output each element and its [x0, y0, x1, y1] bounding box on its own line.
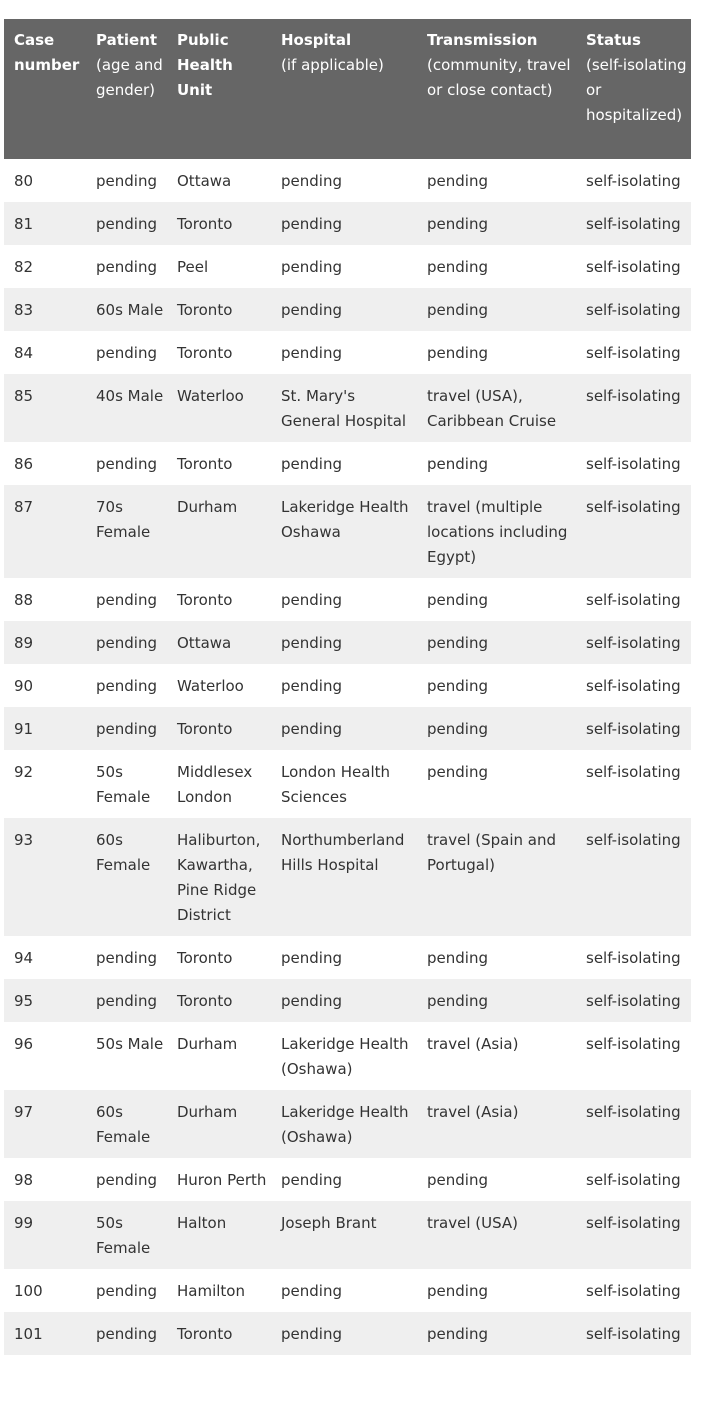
transmission-cell: pending	[417, 707, 576, 750]
case-number-cell: 89	[4, 621, 86, 664]
header-title: Patient	[96, 31, 158, 49]
case-number-cell: 93	[4, 818, 86, 936]
status-cell: self-isolating	[576, 485, 691, 578]
status-cell: self-isolating	[576, 374, 691, 442]
health-unit-cell: Durham	[167, 1022, 271, 1090]
hospital-cell: pending	[271, 331, 417, 374]
status-cell: self-isolating	[576, 442, 691, 485]
case-number-cell: 81	[4, 202, 86, 245]
hospital-cell: Lakeridge Health (Oshawa)	[271, 1090, 417, 1158]
header-title: Public Health Unit	[177, 31, 233, 99]
health-unit-cell: Toronto	[167, 288, 271, 331]
hospital-cell: pending	[271, 707, 417, 750]
health-unit-cell: Ottawa	[167, 159, 271, 202]
health-unit-cell: Durham	[167, 485, 271, 578]
transmission-cell: pending	[417, 750, 576, 818]
hospital-cell: pending	[271, 202, 417, 245]
case-number-cell: 83	[4, 288, 86, 331]
table-row	[4, 1022, 691, 1090]
health-unit-cell: Haliburton, Kawartha, Pine Ridge District	[167, 818, 271, 936]
header-subtitle: (community, travel or close contact)	[427, 56, 571, 99]
table-row	[4, 707, 691, 750]
case-number-cell: 100	[4, 1269, 86, 1312]
case-number-cell: 88	[4, 578, 86, 621]
status-cell: self-isolating	[576, 578, 691, 621]
transmission-cell: pending	[417, 288, 576, 331]
patient-cell: pending	[86, 936, 167, 979]
header-status	[576, 19, 691, 159]
case-number-cell: 87	[4, 485, 86, 578]
table-row	[4, 979, 691, 1022]
health-unit-cell: Middlesex London	[167, 750, 271, 818]
table-row	[4, 818, 691, 936]
health-unit-cell: Toronto	[167, 936, 271, 979]
hospital-cell: London Health Sciences	[271, 750, 417, 818]
health-unit-cell: Peel	[167, 245, 271, 288]
table-row	[4, 159, 691, 202]
transmission-cell: travel (multiple locations including Egypt)	[417, 485, 576, 578]
table-row	[4, 374, 691, 442]
header-title: Hospital	[281, 31, 352, 49]
health-unit-cell: Hamilton	[167, 1269, 271, 1312]
case-number-cell: 84	[4, 331, 86, 374]
case-number-cell: 80	[4, 159, 86, 202]
header-title: Status	[586, 31, 641, 49]
patient-cell: pending	[86, 664, 167, 707]
case-number-cell: 85	[4, 374, 86, 442]
patient-cell: 50s Female	[86, 1201, 167, 1269]
patient-cell: pending	[86, 1158, 167, 1201]
patient-cell: pending	[86, 1312, 167, 1355]
status-cell: self-isolating	[576, 664, 691, 707]
case-number-cell: 90	[4, 664, 86, 707]
patient-cell: pending	[86, 621, 167, 664]
table-body	[4, 159, 691, 1355]
transmission-cell: pending	[417, 1269, 576, 1312]
header-title: Transmission	[427, 31, 538, 49]
status-cell: self-isolating	[576, 202, 691, 245]
table-row	[4, 1090, 691, 1158]
transmission-cell: travel (USA)	[417, 1201, 576, 1269]
table-row	[4, 621, 691, 664]
status-cell: self-isolating	[576, 1312, 691, 1355]
table-row	[4, 1158, 691, 1201]
status-cell: self-isolating	[576, 245, 691, 288]
patient-cell: 50s Male	[86, 1022, 167, 1090]
table-row	[4, 578, 691, 621]
health-unit-cell: Toronto	[167, 442, 271, 485]
hospital-cell: pending	[271, 1312, 417, 1355]
status-cell: self-isolating	[576, 1022, 691, 1090]
transmission-cell: pending	[417, 578, 576, 621]
header-subtitle: (if applicable)	[281, 56, 384, 74]
table-row	[4, 442, 691, 485]
table-row	[4, 245, 691, 288]
header-subtitle: (age and gender)	[96, 56, 163, 99]
patient-cell: pending	[86, 442, 167, 485]
transmission-cell: travel (Asia)	[417, 1022, 576, 1090]
case-number-cell: 82	[4, 245, 86, 288]
status-cell: self-isolating	[576, 288, 691, 331]
status-cell: self-isolating	[576, 818, 691, 936]
hospital-cell: St. Mary's General Hospital	[271, 374, 417, 442]
case-number-cell: 91	[4, 707, 86, 750]
transmission-cell: pending	[417, 331, 576, 374]
transmission-cell: pending	[417, 442, 576, 485]
transmission-cell: pending	[417, 664, 576, 707]
case-number-cell: 95	[4, 979, 86, 1022]
health-unit-cell: Waterloo	[167, 374, 271, 442]
health-unit-cell: Toronto	[167, 578, 271, 621]
hospital-cell: pending	[271, 442, 417, 485]
patient-cell: 40s Male	[86, 374, 167, 442]
patient-cell: pending	[86, 202, 167, 245]
hospital-cell: pending	[271, 621, 417, 664]
table-row	[4, 331, 691, 374]
table-row	[4, 664, 691, 707]
patient-cell: pending	[86, 245, 167, 288]
hospital-cell: pending	[271, 578, 417, 621]
transmission-cell: pending	[417, 245, 576, 288]
patient-cell: pending	[86, 159, 167, 202]
hospital-cell: pending	[271, 979, 417, 1022]
patient-cell: 60s Male	[86, 288, 167, 331]
transmission-cell: pending	[417, 979, 576, 1022]
status-cell: self-isolating	[576, 750, 691, 818]
status-cell: self-isolating	[576, 621, 691, 664]
health-unit-cell: Toronto	[167, 979, 271, 1022]
health-unit-cell: Durham	[167, 1090, 271, 1158]
status-cell: self-isolating	[576, 159, 691, 202]
case-number-cell: 92	[4, 750, 86, 818]
header-hospital	[271, 19, 417, 159]
hospital-cell: pending	[271, 664, 417, 707]
hospital-cell: pending	[271, 1269, 417, 1312]
case-number-cell: 98	[4, 1158, 86, 1201]
table-header	[4, 19, 691, 159]
patient-cell: 50s Female	[86, 750, 167, 818]
hospital-cell: pending	[271, 1158, 417, 1201]
status-cell: self-isolating	[576, 331, 691, 374]
header-public-health-unit	[167, 19, 271, 159]
health-unit-cell: Waterloo	[167, 664, 271, 707]
status-cell: self-isolating	[576, 1090, 691, 1158]
health-unit-cell: Toronto	[167, 1312, 271, 1355]
patient-cell: pending	[86, 1269, 167, 1312]
patient-cell: 60s Female	[86, 1090, 167, 1158]
case-number-cell: 97	[4, 1090, 86, 1158]
transmission-cell: travel (Asia)	[417, 1090, 576, 1158]
hospital-cell: Lakeridge Health (Oshawa)	[271, 1022, 417, 1090]
patient-cell: pending	[86, 578, 167, 621]
status-cell: self-isolating	[576, 936, 691, 979]
transmission-cell: pending	[417, 202, 576, 245]
status-cell: self-isolating	[576, 979, 691, 1022]
transmission-cell: pending	[417, 1312, 576, 1355]
status-cell: self-isolating	[576, 1201, 691, 1269]
transmission-cell: travel (USA), Caribbean Cruise	[417, 374, 576, 442]
header-subtitle: (self-isolating or hospitalized)	[586, 56, 687, 124]
patient-cell: pending	[86, 331, 167, 374]
table-row	[4, 750, 691, 818]
health-unit-cell: Toronto	[167, 202, 271, 245]
health-unit-cell: Toronto	[167, 331, 271, 374]
patient-cell: 70s Female	[86, 485, 167, 578]
transmission-cell: pending	[417, 621, 576, 664]
table-row	[4, 485, 691, 578]
hospital-cell: pending	[271, 159, 417, 202]
case-number-cell: 94	[4, 936, 86, 979]
hospital-cell: pending	[271, 288, 417, 331]
status-cell: self-isolating	[576, 1269, 691, 1312]
table-row	[4, 288, 691, 331]
health-unit-cell: Halton	[167, 1201, 271, 1269]
table-row	[4, 202, 691, 245]
status-cell: self-isolating	[576, 707, 691, 750]
header-title: Case number	[14, 31, 80, 74]
hospital-cell: Northumberland Hills Hospital	[271, 818, 417, 936]
header-patient	[86, 19, 167, 159]
patient-cell: pending	[86, 707, 167, 750]
header-row	[4, 19, 691, 159]
patient-cell: 60s Female	[86, 818, 167, 936]
table-row	[4, 1269, 691, 1312]
table-row	[4, 1312, 691, 1355]
header-transmission	[417, 19, 576, 159]
hospital-cell: Lakeridge Health Oshawa	[271, 485, 417, 578]
table-row	[4, 936, 691, 979]
health-unit-cell: Toronto	[167, 707, 271, 750]
transmission-cell: pending	[417, 1158, 576, 1201]
header-case-number	[4, 19, 86, 159]
cases-table	[4, 19, 691, 1355]
transmission-cell: travel (Spain and Portugal)	[417, 818, 576, 936]
case-number-cell: 86	[4, 442, 86, 485]
case-number-cell: 99	[4, 1201, 86, 1269]
health-unit-cell: Huron Perth	[167, 1158, 271, 1201]
status-cell: self-isolating	[576, 1158, 691, 1201]
case-number-cell: 101	[4, 1312, 86, 1355]
case-number-cell: 96	[4, 1022, 86, 1090]
hospital-cell: pending	[271, 245, 417, 288]
patient-cell: pending	[86, 979, 167, 1022]
health-unit-cell: Ottawa	[167, 621, 271, 664]
hospital-cell: Joseph Brant	[271, 1201, 417, 1269]
hospital-cell: pending	[271, 936, 417, 979]
table-row	[4, 1201, 691, 1269]
transmission-cell: pending	[417, 936, 576, 979]
transmission-cell: pending	[417, 159, 576, 202]
